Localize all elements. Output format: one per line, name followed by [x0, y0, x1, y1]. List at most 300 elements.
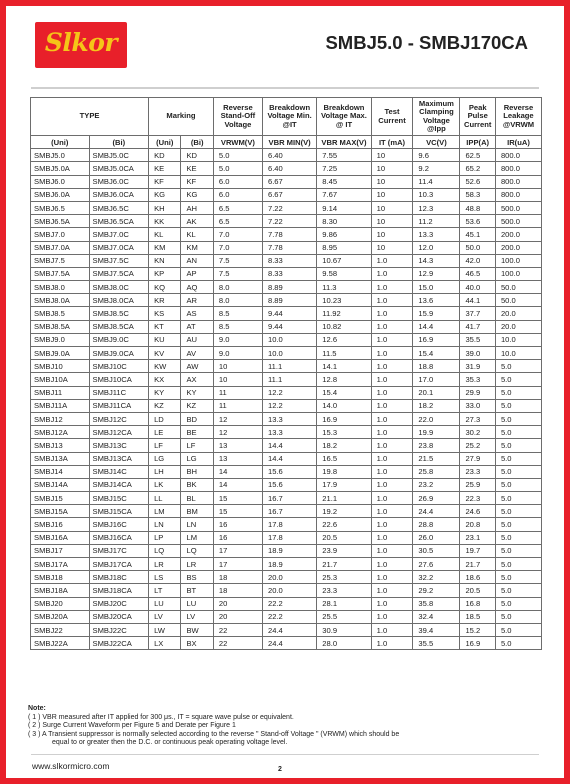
- table-cell: 10: [371, 162, 413, 175]
- table-cell: 12.2: [262, 386, 316, 399]
- table-cell: LT: [149, 584, 181, 597]
- table-cell: 5.0: [495, 571, 541, 584]
- table-cell: AR: [181, 294, 213, 307]
- table-cell: AV: [181, 347, 213, 360]
- table-cell: 20.5: [460, 584, 496, 597]
- table-cell: 28.0: [317, 637, 371, 650]
- table-cell: SMBJ17A: [31, 558, 90, 571]
- table-cell: KL: [181, 228, 213, 241]
- table-cell: 8.89: [262, 294, 316, 307]
- table-cell: 1.0: [371, 452, 413, 465]
- table-cell: SMBJ8.5C: [89, 307, 149, 320]
- table-cell: 8.95: [317, 241, 371, 254]
- website-link[interactable]: www.slkormicro.com: [32, 761, 110, 771]
- table-cell: 21.7: [460, 558, 496, 571]
- table-row: [31, 544, 542, 557]
- table-cell: SMBJ6.5: [31, 201, 90, 214]
- col-leakage: Reverse Leakage @VRWM: [495, 98, 541, 136]
- table-row: [31, 426, 542, 439]
- table-cell: KU: [149, 333, 181, 346]
- table-cell: 22.2: [262, 610, 316, 623]
- table-cell: 19.7: [460, 544, 496, 557]
- table-cell: SMBJ11C: [89, 386, 149, 399]
- table-cell: SMBJ22: [31, 623, 90, 636]
- table-cell: LK: [149, 478, 181, 491]
- table-cell: SMBJ14CA: [89, 478, 149, 491]
- table-cell: SMBJ13C: [89, 439, 149, 452]
- table-cell: 5.0: [495, 399, 541, 412]
- table-cell: 23.2: [413, 478, 460, 491]
- table-cell: SMBJ22A: [31, 637, 90, 650]
- table-cell: 5.0: [495, 531, 541, 544]
- table-cell: SMBJ6.5A: [31, 215, 90, 228]
- col-marking: Marking: [149, 98, 214, 136]
- table-cell: 8.5: [213, 307, 262, 320]
- table-cell: SMBJ17C: [89, 544, 149, 557]
- table-cell: SMBJ17CA: [89, 558, 149, 571]
- table-cell: 1.0: [371, 307, 413, 320]
- table-cell: 23.9: [317, 544, 371, 557]
- table-cell: SMBJ6.0: [31, 175, 90, 188]
- table-cell: LN: [181, 518, 213, 531]
- table-cell: 13: [213, 439, 262, 452]
- table-cell: 10: [371, 228, 413, 241]
- table-row: [31, 399, 542, 412]
- table-cell: 10: [371, 215, 413, 228]
- unit-cell: VBR MIN(V): [262, 136, 316, 149]
- table-cell: SMBJ9.0: [31, 333, 90, 346]
- brand-logo: [35, 22, 127, 68]
- table-cell: 11.92: [317, 307, 371, 320]
- table-cell: 17.9: [317, 478, 371, 491]
- table-cell: 12: [213, 426, 262, 439]
- table-cell: 6.0: [213, 175, 262, 188]
- table-cell: 35.5: [460, 333, 496, 346]
- table-cell: 1.0: [371, 373, 413, 386]
- table-cell: 20.8: [460, 518, 496, 531]
- col-test-current: Test Current: [371, 98, 413, 136]
- table-cell: LW: [149, 623, 181, 636]
- table-cell: SMBJ18A: [31, 584, 90, 597]
- col-standoff: Reverse Stand-Off Voltage: [213, 98, 262, 136]
- table-cell: 18.5: [460, 610, 496, 623]
- table-cell: KM: [181, 241, 213, 254]
- table-cell: AS: [181, 307, 213, 320]
- table-cell: BM: [181, 505, 213, 518]
- table-cell: KQ: [149, 281, 181, 294]
- table-cell: 16.7: [262, 505, 316, 518]
- table-cell: 9.0: [213, 333, 262, 346]
- table-cell: 1.0: [371, 439, 413, 452]
- table-cell: SMBJ13: [31, 439, 90, 452]
- table-cell: 10.0: [495, 333, 541, 346]
- table-cell: 25.8: [413, 465, 460, 478]
- table-cell: 17.8: [262, 531, 316, 544]
- col-breakdown-min: Breakdown Voltage Min. @IT: [262, 98, 316, 136]
- table-cell: SMBJ20C: [89, 597, 149, 610]
- table-cell: LV: [181, 610, 213, 623]
- table-cell: 12.2: [262, 399, 316, 412]
- table-cell: SMBJ14A: [31, 478, 90, 491]
- table-cell: 5.0: [495, 412, 541, 425]
- table-cell: 9.2: [413, 162, 460, 175]
- table-cell: 20.0: [495, 320, 541, 333]
- table-cell: 1.0: [371, 478, 413, 491]
- table-cell: 22.0: [413, 412, 460, 425]
- table-cell: 18.9: [262, 544, 316, 557]
- table-cell: LN: [149, 518, 181, 531]
- table-cell: 7.22: [262, 201, 316, 214]
- table-cell: 8.33: [262, 267, 316, 280]
- table-cell: SMBJ7.5: [31, 254, 90, 267]
- table-cell: 22: [213, 623, 262, 636]
- table-cell: SMBJ11A: [31, 399, 90, 412]
- table-row: [31, 333, 542, 346]
- table-cell: 7.5: [213, 254, 262, 267]
- table-row: [31, 518, 542, 531]
- table-cell: SMBJ15C: [89, 492, 149, 505]
- table-cell: SMBJ16C: [89, 518, 149, 531]
- page-header: [6, 6, 564, 90]
- table-cell: SMBJ8.5CA: [89, 320, 149, 333]
- table-cell: 30.2: [460, 426, 496, 439]
- table-cell: SMBJ16: [31, 518, 90, 531]
- table-cell: KT: [149, 320, 181, 333]
- table-cell: 33.0: [460, 399, 496, 412]
- table-cell: 1.0: [371, 597, 413, 610]
- table-cell: SMBJ10CA: [89, 373, 149, 386]
- table-cell: 18.2: [413, 399, 460, 412]
- table-cell: SMBJ18CA: [89, 584, 149, 597]
- table-cell: 26.9: [413, 492, 460, 505]
- table-cell: SMBJ11CA: [89, 399, 149, 412]
- table-cell: 19.2: [317, 505, 371, 518]
- table-row: [31, 571, 542, 584]
- table-cell: 10: [213, 373, 262, 386]
- table-cell: 15.2: [460, 623, 496, 636]
- table-cell: 5.0: [495, 544, 541, 557]
- table-cell: 23.8: [413, 439, 460, 452]
- table-cell: 7.55: [317, 149, 371, 162]
- table-cell: 5.0: [495, 426, 541, 439]
- table-cell: 15.3: [317, 426, 371, 439]
- table-row: [31, 294, 542, 307]
- table-cell: SMBJ6.0CA: [89, 188, 149, 201]
- table-cell: 50.0: [495, 294, 541, 307]
- unit-cell: VC(V): [413, 136, 460, 149]
- table-cell: 32.2: [413, 571, 460, 584]
- table-cell: 19.9: [413, 426, 460, 439]
- table-cell: KD: [149, 149, 181, 162]
- table-row: [31, 465, 542, 478]
- table-cell: 1.0: [371, 412, 413, 425]
- table-cell: KF: [181, 175, 213, 188]
- unit-cell: IT (mA): [371, 136, 413, 149]
- table-cell: 13.3: [262, 412, 316, 425]
- table-cell: LM: [149, 505, 181, 518]
- table-cell: 1.0: [371, 623, 413, 636]
- table-cell: 1.0: [371, 505, 413, 518]
- table-cell: 13.3: [262, 426, 316, 439]
- table-cell: 15: [213, 505, 262, 518]
- table-cell: 14.0: [317, 399, 371, 412]
- table-cell: 18.8: [413, 360, 460, 373]
- logo-text: Slkor: [44, 28, 118, 57]
- table-cell: KP: [149, 267, 181, 280]
- table-cell: 200.0: [495, 241, 541, 254]
- col-peak-pulse: Peak Pulse Current: [460, 98, 496, 136]
- table-cell: 9.6: [413, 149, 460, 162]
- table-cell: 11.1: [262, 360, 316, 373]
- table-cell: 7.78: [262, 228, 316, 241]
- table-cell: 5.0: [213, 162, 262, 175]
- table-cell: 16: [213, 518, 262, 531]
- table-row: [31, 360, 542, 373]
- table-cell: SMBJ8.0: [31, 281, 90, 294]
- table-cell: 6.67: [262, 175, 316, 188]
- table-cell: 17: [213, 558, 262, 571]
- table-cell: 12.6: [317, 333, 371, 346]
- table-cell: 52.6: [460, 175, 496, 188]
- datasheet-page: [6, 6, 564, 778]
- table-cell: 1.0: [371, 254, 413, 267]
- table-cell: SMBJ7.0CA: [89, 241, 149, 254]
- table-cell: KL: [149, 228, 181, 241]
- table-cell: BE: [181, 426, 213, 439]
- units-row: [31, 136, 542, 149]
- col-breakdown-max: Breakdown Voltage Max. @ IT: [317, 98, 371, 136]
- table-cell: 10.82: [317, 320, 371, 333]
- table-cell: 1.0: [371, 294, 413, 307]
- table-cell: SMBJ12: [31, 412, 90, 425]
- table-cell: 1.0: [371, 531, 413, 544]
- note-continuation: equal to or greater then the D.C. or continuous peak operating voltage level.: [52, 739, 288, 747]
- table-cell: SMBJ11: [31, 386, 90, 399]
- table-cell: 1.0: [371, 386, 413, 399]
- table-cell: 1.0: [371, 610, 413, 623]
- table-cell: 12: [213, 412, 262, 425]
- table-cell: 8.0: [213, 294, 262, 307]
- table-row: [31, 505, 542, 518]
- table-row: [31, 584, 542, 597]
- unit-cell: (Bi): [89, 136, 149, 149]
- table-cell: KW: [149, 360, 181, 373]
- table-cell: 6.40: [262, 162, 316, 175]
- table-cell: 8.33: [262, 254, 316, 267]
- table-cell: 9.44: [262, 307, 316, 320]
- table-cell: 13: [213, 452, 262, 465]
- note-item: ( 2 ) Surge Current Waveform per Figure 5 and Derate per Figure 1: [28, 722, 236, 730]
- table-row: [31, 439, 542, 452]
- page-title: SMBJ5.0 - SMBJ170CA: [325, 32, 528, 53]
- table-cell: 62.5: [460, 149, 496, 162]
- table-cell: 15.0: [413, 281, 460, 294]
- table-cell: 24.4: [262, 637, 316, 650]
- table-cell: SMBJ12CA: [89, 426, 149, 439]
- table-cell: 800.0: [495, 149, 541, 162]
- table-cell: 5.0: [495, 584, 541, 597]
- table-row: [31, 610, 542, 623]
- table-cell: SMBJ17: [31, 544, 90, 557]
- table-cell: KD: [181, 149, 213, 162]
- table-cell: 1.0: [371, 637, 413, 650]
- table-cell: 30.5: [413, 544, 460, 557]
- table-cell: 10: [213, 360, 262, 373]
- table-cell: LQ: [149, 544, 181, 557]
- table-cell: SMBJ15CA: [89, 505, 149, 518]
- table-cell: 23.3: [317, 584, 371, 597]
- table-cell: 5.0: [495, 518, 541, 531]
- table-cell: SMBJ18: [31, 571, 90, 584]
- table-cell: 11: [213, 399, 262, 412]
- table-cell: KR: [149, 294, 181, 307]
- table-cell: 1.0: [371, 281, 413, 294]
- table-row: [31, 373, 542, 386]
- table-cell: 16: [213, 531, 262, 544]
- table-cell: 28.8: [413, 518, 460, 531]
- table-cell: 23.3: [460, 465, 496, 478]
- table-cell: 17.8: [262, 518, 316, 531]
- table-cell: LG: [149, 452, 181, 465]
- table-cell: 5.0: [213, 149, 262, 162]
- table-cell: LE: [149, 426, 181, 439]
- table-cell: SMBJ7.5A: [31, 267, 90, 280]
- table-row: [31, 162, 542, 175]
- table-cell: 5.0: [495, 373, 541, 386]
- table-cell: 11: [213, 386, 262, 399]
- table-row: [31, 228, 542, 241]
- table-cell: 9.86: [317, 228, 371, 241]
- table-cell: 20.0: [262, 571, 316, 584]
- unit-cell: (Uni): [31, 136, 90, 149]
- table-cell: BL: [181, 492, 213, 505]
- notes-section: [28, 705, 399, 748]
- table-cell: 12.8: [317, 373, 371, 386]
- table-row: [31, 478, 542, 491]
- table-cell: 5.0: [495, 360, 541, 373]
- table-cell: 35.3: [460, 373, 496, 386]
- table-cell: 10.0: [262, 347, 316, 360]
- table-row: [31, 241, 542, 254]
- table-cell: 1.0: [371, 584, 413, 597]
- table-cell: 1.0: [371, 558, 413, 571]
- table-cell: 35.8: [413, 597, 460, 610]
- table-cell: SMBJ8.0A: [31, 294, 90, 307]
- table-cell: BT: [181, 584, 213, 597]
- table-cell: 25.3: [317, 571, 371, 584]
- table-row: [31, 175, 542, 188]
- table-cell: 800.0: [495, 188, 541, 201]
- table-cell: 5.0: [495, 478, 541, 491]
- table-cell: LG: [181, 452, 213, 465]
- table-row: [31, 267, 542, 280]
- table-cell: 8.45: [317, 175, 371, 188]
- unit-cell: VRWM(V): [213, 136, 262, 149]
- table-cell: 1.0: [371, 465, 413, 478]
- table-cell: SMBJ6.5CA: [89, 215, 149, 228]
- table-cell: 16.9: [317, 412, 371, 425]
- table-row: [31, 623, 542, 636]
- table-cell: 12.3: [413, 201, 460, 214]
- table-cell: 27.3: [460, 412, 496, 425]
- table-cell: 50.0: [460, 241, 496, 254]
- table-cell: 200.0: [495, 228, 541, 241]
- table-cell: SMBJ16A: [31, 531, 90, 544]
- table-row: [31, 307, 542, 320]
- table-cell: 1.0: [371, 571, 413, 584]
- table-cell: 8.89: [262, 281, 316, 294]
- unit-cell: VBR MAX(V): [317, 136, 371, 149]
- table-cell: 65.2: [460, 162, 496, 175]
- table-cell: 11.4: [413, 175, 460, 188]
- table-cell: 25.2: [460, 439, 496, 452]
- table-cell: 8.5: [213, 320, 262, 333]
- table-cell: SMBJ13A: [31, 452, 90, 465]
- table-cell: SMBJ9.0A: [31, 347, 90, 360]
- table-cell: SMBJ12A: [31, 426, 90, 439]
- table-row: [31, 412, 542, 425]
- table-cell: 16.9: [460, 637, 496, 650]
- table-cell: 14.4: [262, 452, 316, 465]
- table-cell: 22.6: [317, 518, 371, 531]
- table-cell: SMBJ13CA: [89, 452, 149, 465]
- table-cell: 8.30: [317, 215, 371, 228]
- table-cell: 17.0: [413, 373, 460, 386]
- table-cell: AW: [181, 360, 213, 373]
- table-cell: SMBJ7.5CA: [89, 267, 149, 280]
- table-cell: 21.5: [413, 452, 460, 465]
- table-cell: KV: [149, 347, 181, 360]
- table-cell: 22: [213, 637, 262, 650]
- table-cell: KS: [149, 307, 181, 320]
- table-cell: SMBJ6.5C: [89, 201, 149, 214]
- table-cell: 100.0: [495, 267, 541, 280]
- table-cell: 16.5: [317, 452, 371, 465]
- table-cell: KY: [181, 386, 213, 399]
- table-cell: 6.5: [213, 201, 262, 214]
- table-cell: 7.5: [213, 267, 262, 280]
- table-cell: 20.5: [317, 531, 371, 544]
- table-cell: 18.9: [262, 558, 316, 571]
- table-cell: SMBJ20CA: [89, 610, 149, 623]
- table-cell: 1.0: [371, 426, 413, 439]
- table-cell: 20.1: [413, 386, 460, 399]
- table-cell: 9.14: [317, 201, 371, 214]
- table-cell: KK: [149, 215, 181, 228]
- table-cell: 46.5: [460, 267, 496, 280]
- table-cell: 100.0: [495, 254, 541, 267]
- table-cell: 13.6: [413, 294, 460, 307]
- header-row: [31, 98, 542, 136]
- table-cell: SMBJ20A: [31, 610, 90, 623]
- table-cell: 6.5: [213, 215, 262, 228]
- table-cell: AK: [181, 215, 213, 228]
- table-cell: BH: [181, 465, 213, 478]
- table-cell: SMBJ5.0: [31, 149, 90, 162]
- table-cell: KM: [149, 241, 181, 254]
- table-cell: 44.1: [460, 294, 496, 307]
- table-cell: KE: [149, 162, 181, 175]
- table-cell: 5.0: [495, 386, 541, 399]
- table-cell: SMBJ6.0A: [31, 188, 90, 201]
- table-cell: KG: [149, 188, 181, 201]
- table-cell: 17: [213, 544, 262, 557]
- table-cell: 16.8: [460, 597, 496, 610]
- table-cell: 8.0: [213, 281, 262, 294]
- table-cell: LL: [149, 492, 181, 505]
- table-cell: 24.4: [413, 505, 460, 518]
- note-item: ( 3 ) A Transient suppressor is normally selected according to the reverse " Stand-off Voltage " (VRWM) which should be: [28, 730, 400, 738]
